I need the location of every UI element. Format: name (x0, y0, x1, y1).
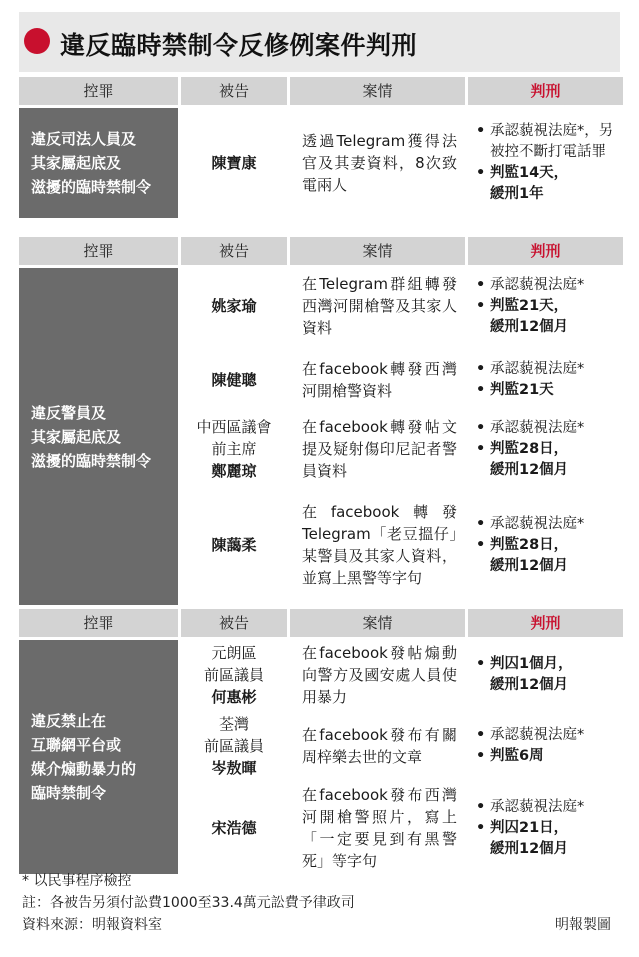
header-case: 案情 (290, 237, 465, 265)
header-sentence: 判刑 (468, 237, 623, 265)
charge-cell: 違反警員及 其家屬起底及 滋擾的臨時禁制令 (19, 268, 178, 605)
defendant-cell: 陳藹柔 (181, 485, 287, 605)
header-charge: 控罪 (19, 77, 178, 105)
footnote-asterisk: * 以民事程序檢控 (22, 873, 132, 889)
table-police (19, 237, 620, 605)
defendant-cell: 宋浩德 (181, 782, 287, 874)
case-cell: 在facebook發帖煽動向警方及國安處人員使用暴力 (290, 640, 465, 710)
case-cell: 在facebook轉發帖文提及疑射傷印尼記者警員資料 (290, 416, 465, 482)
page-title: 違反臨時禁制令反修例案件判刑 (60, 31, 418, 60)
table-incitement (19, 609, 620, 874)
sentence-cell: • 承認藐視法庭* • 判監21天 (468, 347, 623, 413)
table-judicial (19, 77, 620, 218)
header-defendant: 被告 (181, 77, 287, 105)
header-defendant: 被告 (181, 237, 287, 265)
case-cell: 在facebook發布西灣河開槍警照片，寫上「一定要見到有黑警死」等字句 (290, 782, 465, 874)
defendant-cell: 姚家瑜 (181, 268, 287, 344)
footnote-costs: 註：各被告另須付訟費1000至33.4萬元訟費予律政司 (22, 895, 355, 911)
sentence-cell: • 承認藐視法庭* • 判監28日， 緩刑12個月 (468, 416, 623, 482)
case-cell: 在facebook轉發西灣河開槍警資料 (290, 347, 465, 413)
case-cell: 透過Telegram獲得法官及其妻資料，8次致電兩人 (290, 108, 465, 218)
defendant-cell: 元朗區 前區議員 何惠彬 (181, 640, 287, 710)
footnotes (22, 870, 355, 936)
header-charge: 控罪 (19, 609, 178, 637)
case-cell: 在Telegram群組轉發西灣河開槍警及其家人資料 (290, 268, 465, 344)
defendant-cell: 中西區議會 前主席 鄭麗琼 (181, 416, 287, 482)
header-sentence: 判刑 (468, 609, 623, 637)
header-case: 案情 (290, 77, 465, 105)
header-defendant: 被告 (181, 609, 287, 637)
case-cell: 在facebook發布有關周梓樂去世的文章 (290, 713, 465, 779)
defendant-cell: 陳健聰 (181, 347, 287, 413)
charge-cell: 違反司法人員及 其家屬起底及 滋擾的臨時禁制令 (19, 108, 178, 218)
defendant-cell: 荃灣 前區議員 岑敖暉 (181, 713, 287, 779)
sentence-cell: • 承認藐視法庭*，另被控不斷打電話罪 • 判監14天， 緩刑1年 (468, 108, 623, 218)
sentence-cell: • 承認藐視法庭* • 判囚21日， 緩刑12個月 (468, 782, 623, 874)
sentence-cell: • 判囚1個月， 緩刑12個月 (468, 640, 623, 710)
case-cell: 在facebook轉發Telegram「老豆搵仔」某警員及其家人資料，並寫上黑警等字句 (290, 485, 465, 605)
sentence-cell: • 承認藐視法庭* • 判監21天， 緩刑12個月 (468, 268, 623, 344)
red-dot-icon (24, 28, 50, 54)
defendant-cell: 陳寶康 (181, 108, 287, 218)
header-case: 案情 (290, 609, 465, 637)
header-sentence: 判刑 (468, 77, 623, 105)
graphic-credit: 明報製圖 (555, 917, 611, 933)
sentence-cell: • 承認藐視法庭* • 判監28日， 緩刑12個月 (468, 485, 623, 605)
footnote-source: 資料來源：明報資料室 (22, 917, 162, 933)
charge-cell: 違反禁止在 互聯網平台或 媒介煽動暴力的 臨時禁制令 (19, 640, 178, 874)
header-charge: 控罪 (19, 237, 178, 265)
sentence-cell: • 承認藐視法庭* • 判監6周 (468, 713, 623, 779)
